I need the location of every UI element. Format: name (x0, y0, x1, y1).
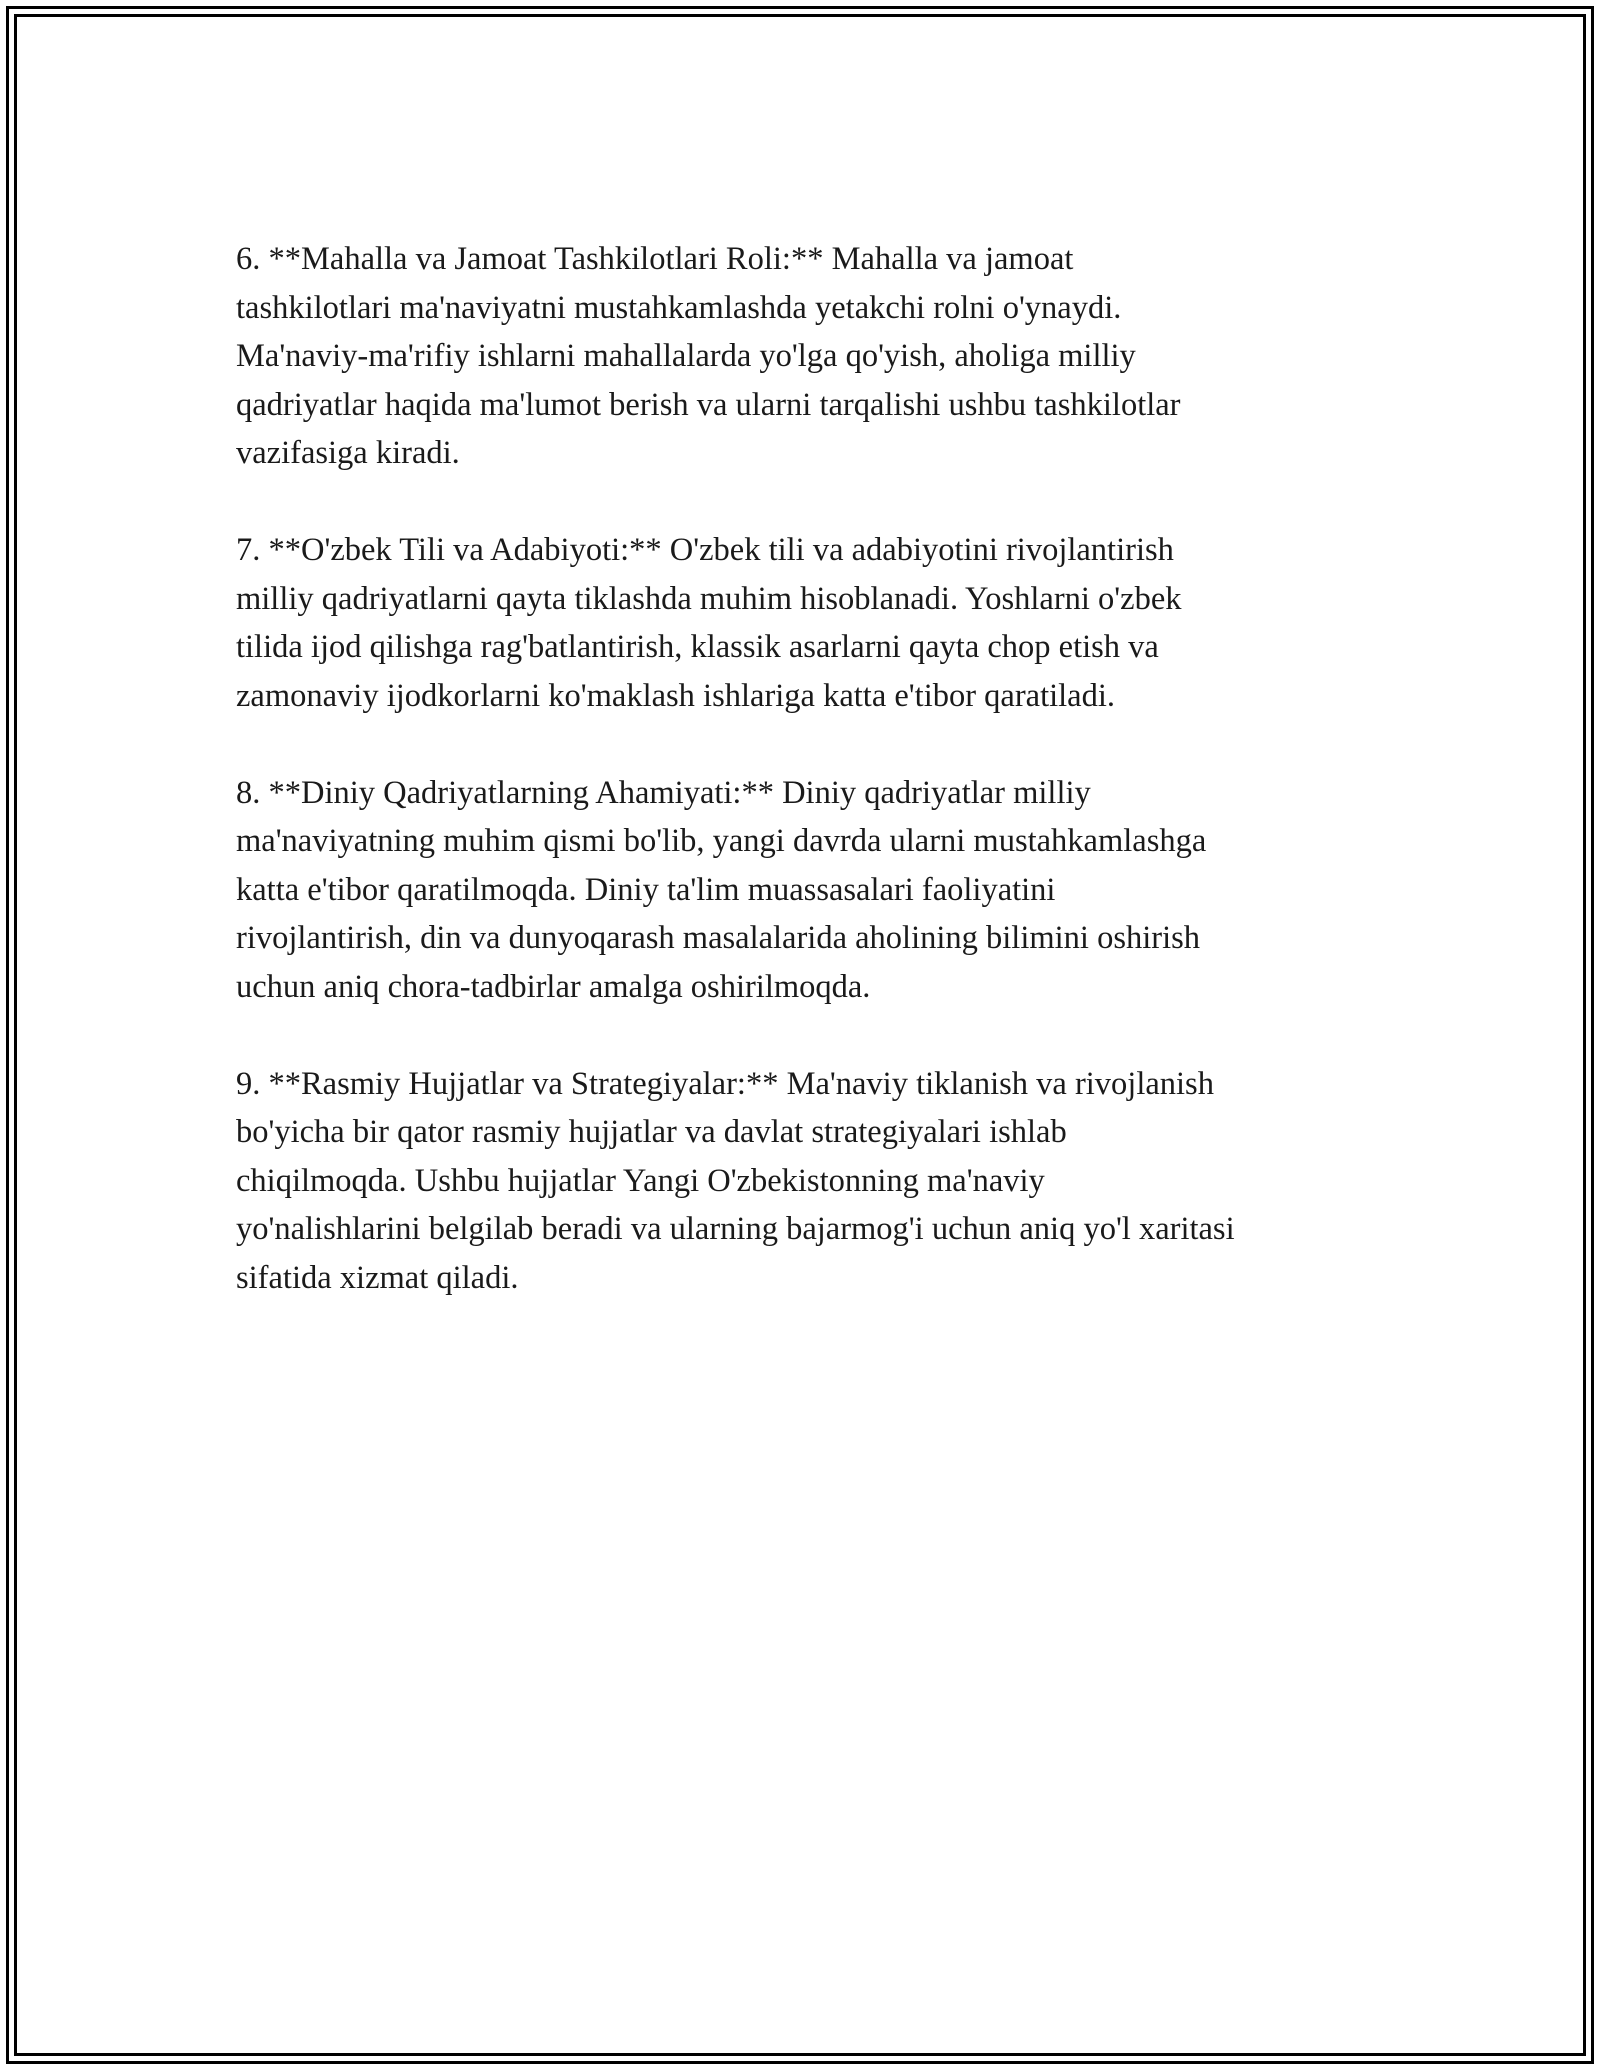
document-body (236, 235, 1406, 1351)
paragraph-8-diniy-qadriyatlar: 8. **Diniy Qadriyatlarning Ahamiyati:** Diniy qadriyatlar milliy ma'naviyatning muhim qismi bo'lib, yangi davrda ularni mustahkamlashga katta e'tibor qaratilmoqda. Diniy ta'lim muassasalari faoliyatini rivojlantirish, din va dunyoqarash masalalarida aholining bilimini oshirish uchun aniq chora-tadbirlar amalga oshirilmoqda. (236, 774, 1207, 1005)
paragraph-9-rasmiy-hujjatlar: 9. **Rasmiy Hujjatlar va Strategiyalar:** Ma'naviy tiklanish va rivojlanish bo'yicha bir qator rasmiy hujjatlar va davlat strategiyalari ishlab chiqilmoqda. Ushbu hujjatlar Yangi O'zbekistonning ma'naviy yo'nalishlarini belgilab beradi va ularning bajarmog'i uchun aniq yo'l xaritasi sifatida xizmat qiladi. (236, 1065, 1235, 1296)
paragraph-6-mahalla: 6. **Mahalla va Jamoat Tashkilotlari Roli:** Mahalla va jamoat tashkilotlari ma'naviyatni mustahkamlashda yetakchi rolni o'ynaydi. Ma'naviy-ma'rifiy ishlarni mahallalarda yo'lga qo'yish, aholiga milliy qadriyatlar haqida ma'lumot berish va ularni tarqalishi ushbu tashkilotlar vazifasiga kiradi. (236, 241, 1181, 471)
paragraph-7-ozbek-tili: 7. **O'zbek Tili va Adabiyoti:** O'zbek tili va adabiyotini rivojlantirish milliy qadriyatlarni qayta tiklashda muhim hisoblanadi. Yoshlarni o'zbek tilida ijod qilishga rag'batlantirish, klassik asarlarni qayta chop etish va zamonaviy ijodkorlarni ko'maklash ishlariga katta e'tibor qaratiladi. (236, 532, 1182, 714)
